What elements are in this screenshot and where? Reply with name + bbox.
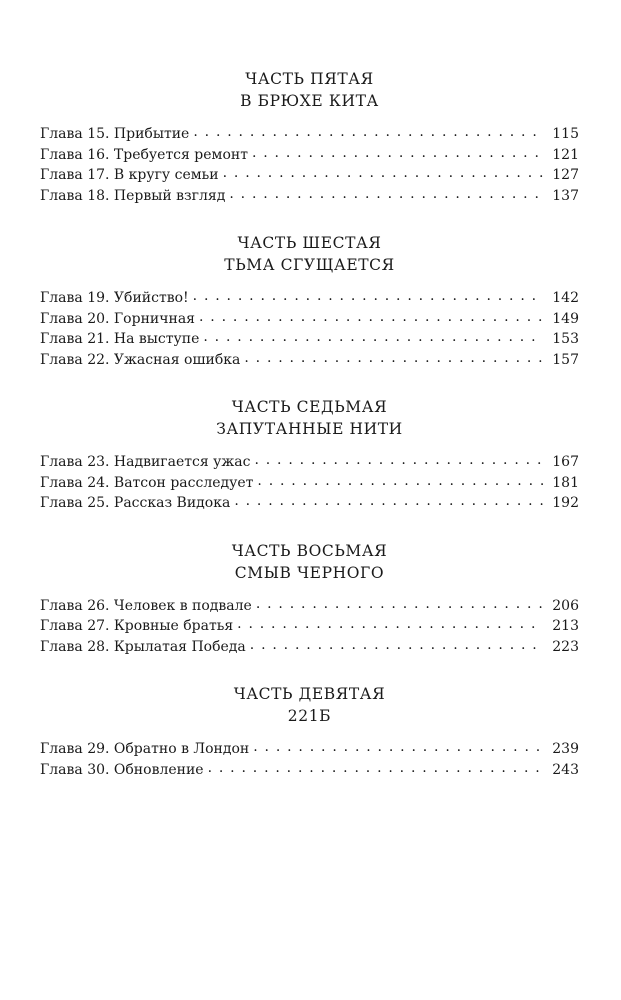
toc-entry bbox=[40, 329, 579, 350]
page-number: 115 bbox=[552, 126, 579, 142]
part-title: 221Б bbox=[287, 707, 332, 725]
dot-leader bbox=[256, 596, 543, 610]
dot-leader bbox=[208, 760, 543, 774]
dot-leader bbox=[252, 145, 543, 159]
dot-leader bbox=[199, 309, 543, 323]
page-number: 153 bbox=[552, 331, 579, 347]
page-number: 142 bbox=[552, 290, 579, 306]
chapter-title: Глава 16. Требуется ремонт bbox=[40, 146, 248, 163]
toc-part bbox=[40, 683, 579, 780]
dot-leader bbox=[229, 186, 543, 200]
chapter-title: Глава 27. Кровные братья bbox=[40, 618, 234, 634]
page-number: 157 bbox=[552, 351, 579, 368]
page-number: 239 bbox=[552, 741, 579, 757]
dot-leader bbox=[234, 493, 543, 507]
toc-entry bbox=[40, 493, 579, 514]
dot-leader bbox=[223, 165, 543, 179]
chapter-title: Глава 18. Первый взгляд bbox=[40, 187, 226, 204]
page-number: 149 bbox=[552, 310, 579, 327]
toc-entry bbox=[40, 473, 579, 494]
page-number: 223 bbox=[552, 638, 579, 655]
page-number: 167 bbox=[552, 454, 579, 470]
toc-entry bbox=[40, 288, 579, 309]
chapter-title: Глава 15. Прибытие bbox=[40, 126, 190, 142]
toc-entry bbox=[40, 452, 579, 473]
toc-entry bbox=[40, 739, 579, 760]
toc-entry bbox=[40, 309, 579, 330]
chapter-title: Глава 19. Убийство! bbox=[40, 290, 189, 306]
page-number: 206 bbox=[552, 597, 579, 614]
chapter-title: Глава 21. На выступе bbox=[40, 331, 200, 347]
part-label: ЧАСТЬ ШЕСТАЯ bbox=[237, 234, 382, 252]
part-label: ЧАСТЬ ДЕВЯТАЯ bbox=[233, 685, 386, 703]
dot-leader bbox=[193, 124, 543, 138]
chapter-title: Глава 23. Надвигается ужас bbox=[40, 454, 251, 470]
part-title: СМЫВ ЧЕРНОГО bbox=[234, 563, 385, 582]
chapter-title: Глава 24. Ватсон расследует bbox=[40, 474, 254, 491]
table-of-contents bbox=[40, 68, 579, 806]
page-number: 121 bbox=[552, 146, 579, 163]
part-label: ЧАСТЬ ПЯТАЯ bbox=[245, 70, 374, 88]
dot-leader bbox=[257, 473, 543, 487]
toc-entry bbox=[40, 124, 579, 145]
dot-leader bbox=[237, 616, 543, 630]
chapter-title: Глава 29. Обратно в Лондон bbox=[40, 741, 250, 757]
toc-entry bbox=[40, 760, 579, 781]
toc-entry bbox=[40, 637, 579, 658]
chapter-title: Глава 22. Ужасная ошибка bbox=[40, 351, 241, 368]
toc-entry bbox=[40, 350, 579, 371]
chapter-title: Глава 28. Крылатая Победа bbox=[40, 638, 246, 655]
dot-leader bbox=[244, 350, 543, 364]
part-label: ЧАСТЬ СЕДЬМАЯ bbox=[231, 398, 388, 416]
dot-leader bbox=[254, 452, 543, 466]
page-number: 137 bbox=[552, 187, 579, 204]
toc-entry bbox=[40, 616, 579, 637]
toc-part bbox=[40, 232, 579, 370]
page-number: 243 bbox=[552, 761, 579, 778]
dot-leader bbox=[253, 739, 543, 753]
toc-entry bbox=[40, 596, 579, 617]
part-title: В БРЮХЕ КИТА bbox=[240, 92, 379, 110]
toc-entry bbox=[40, 165, 579, 186]
dot-leader bbox=[203, 329, 543, 343]
chapter-title: Глава 26. Человек в подвале bbox=[40, 597, 252, 614]
chapter-title: Глава 17. В кругу семьи bbox=[40, 167, 219, 183]
dot-leader bbox=[193, 288, 543, 302]
toc-part bbox=[40, 540, 579, 658]
toc-part bbox=[40, 68, 579, 206]
chapter-title: Глава 20. Горничная bbox=[40, 310, 195, 327]
chapter-title: Глава 30. Обновление bbox=[40, 761, 204, 778]
part-title: ТЬМА СГУЩАЕТСЯ bbox=[224, 256, 395, 274]
page-number: 127 bbox=[552, 167, 579, 183]
part-label: ЧАСТЬ ВОСЬМАЯ bbox=[231, 541, 388, 560]
toc-entry bbox=[40, 145, 579, 166]
chapter-title: Глава 25. Рассказ Видока bbox=[40, 495, 231, 511]
page-number: 181 bbox=[552, 474, 579, 491]
part-title: ЗАПУТАННЫЕ НИТИ bbox=[216, 420, 403, 438]
toc-entry bbox=[40, 186, 579, 207]
page-number: 213 bbox=[552, 618, 579, 634]
page-number: 192 bbox=[552, 495, 579, 511]
dot-leader bbox=[250, 637, 543, 651]
toc-part bbox=[40, 396, 579, 514]
